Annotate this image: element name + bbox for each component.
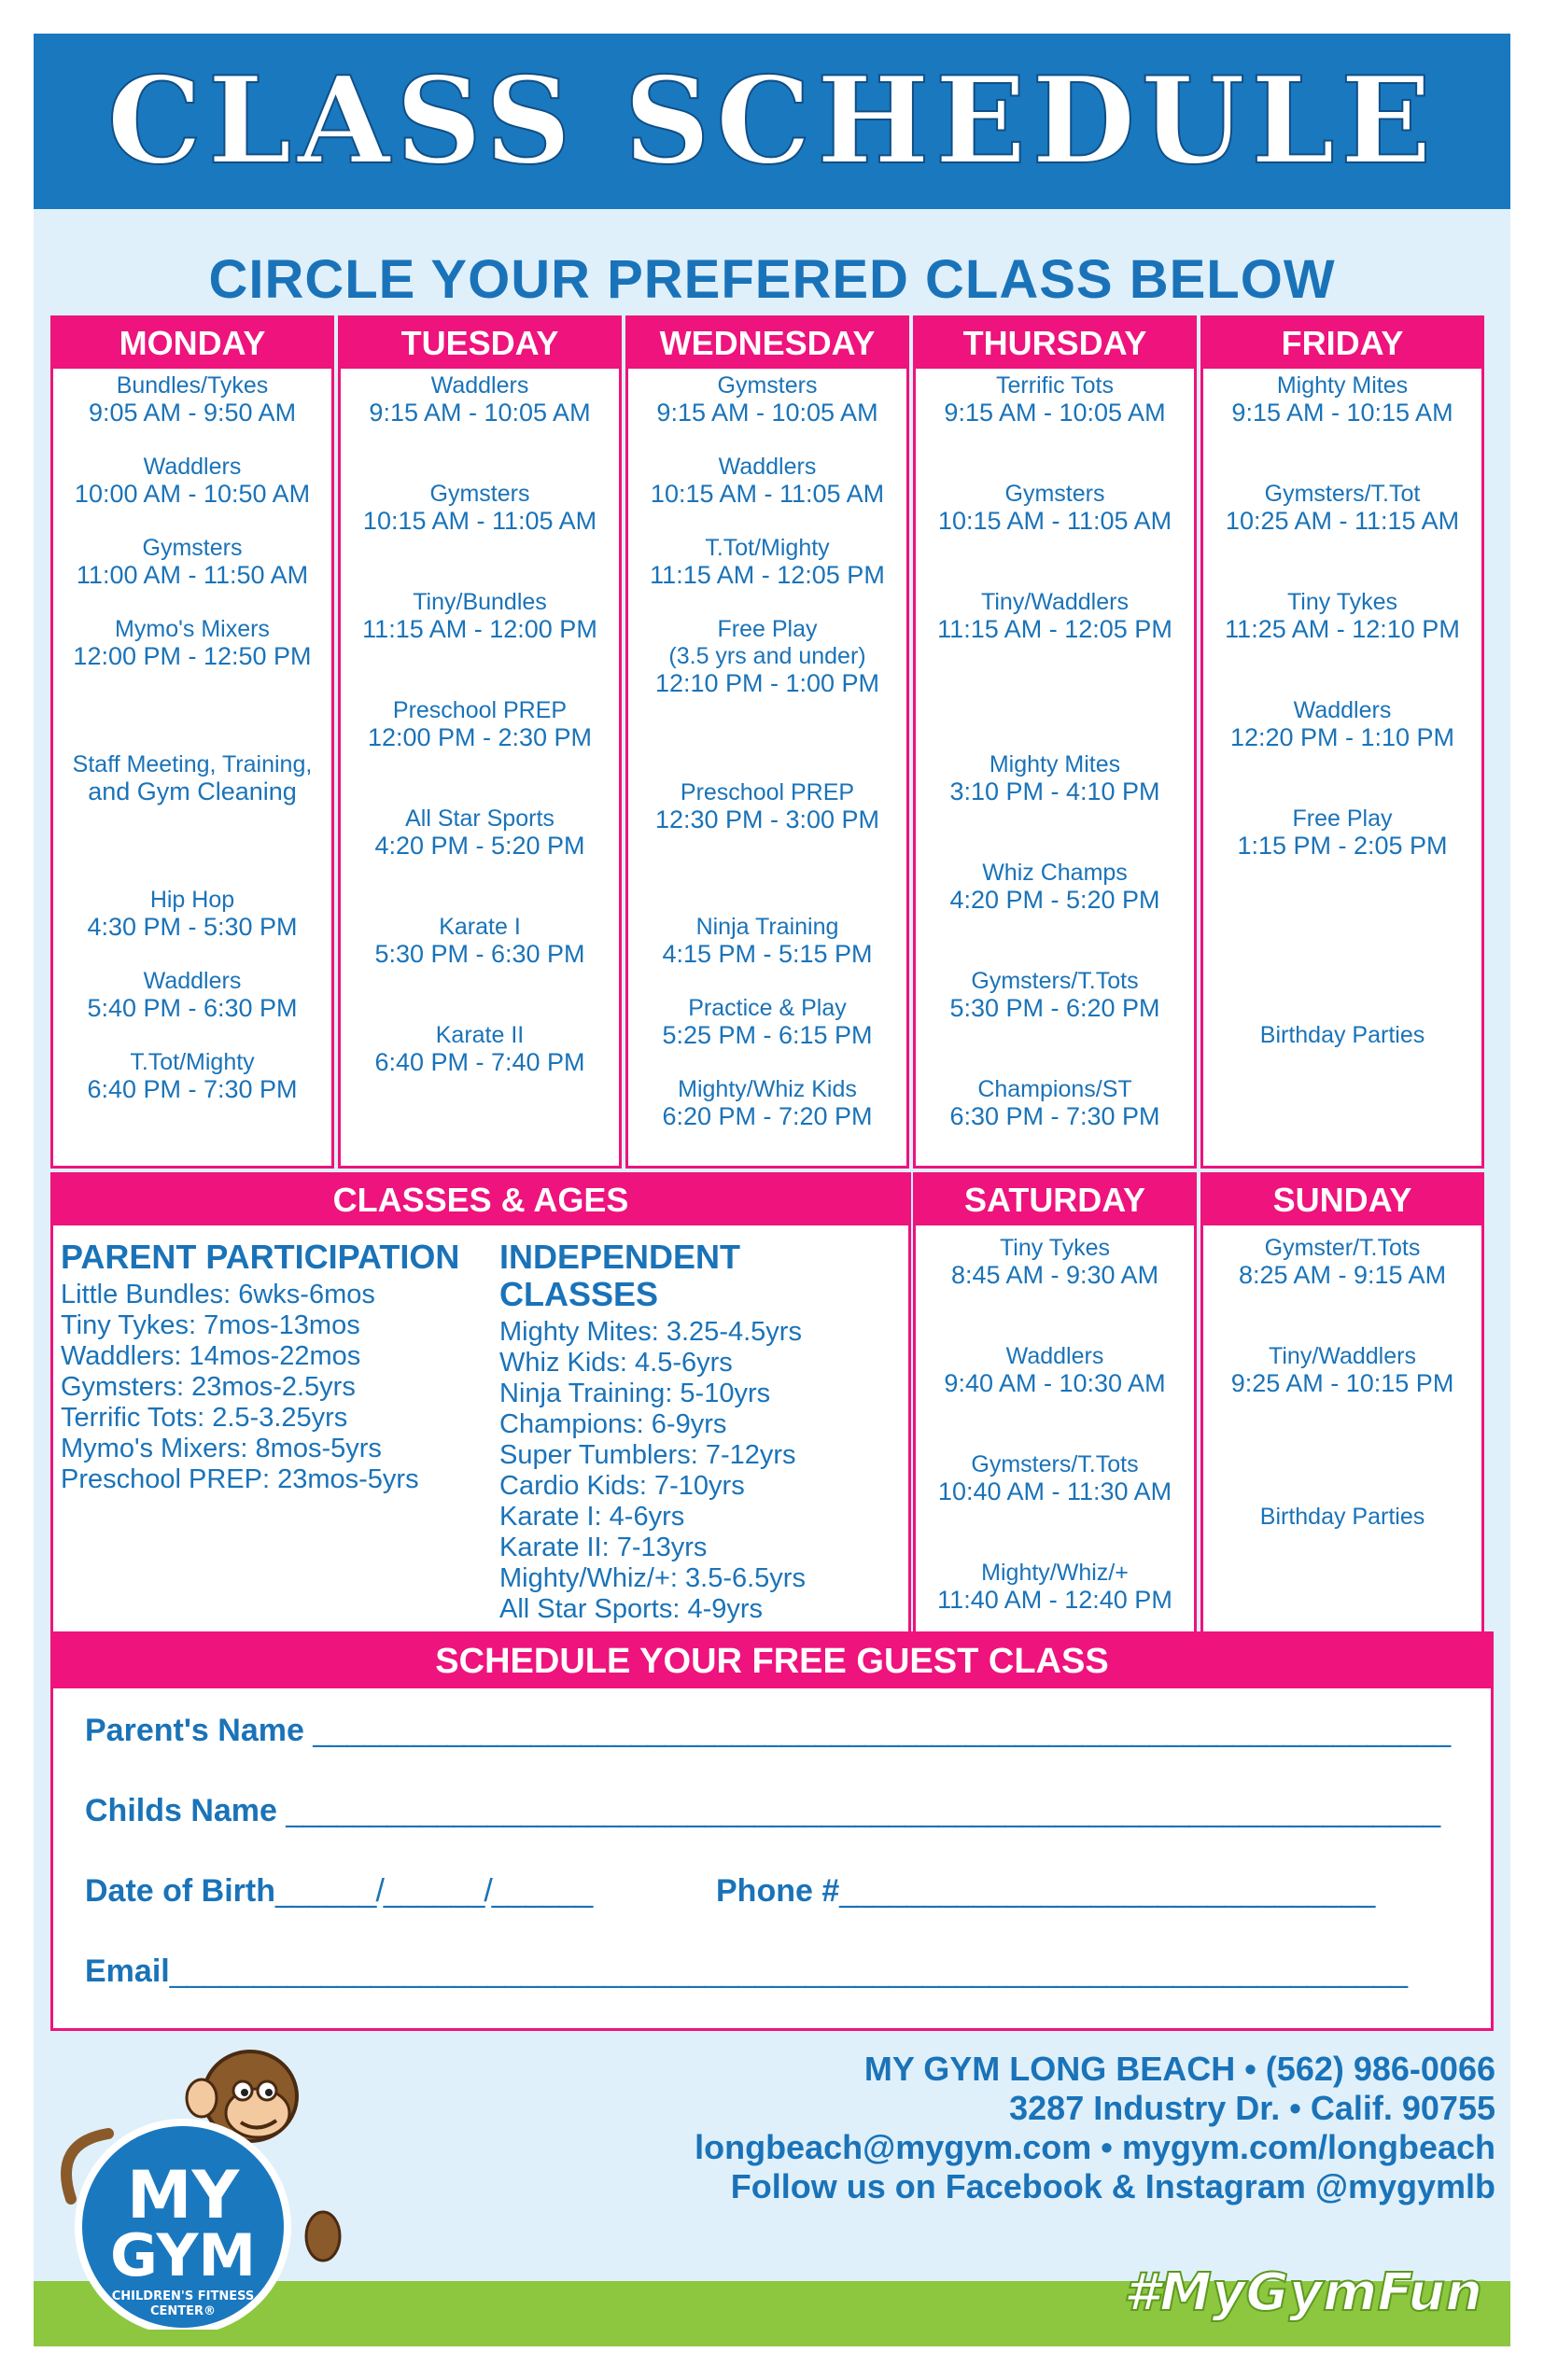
- list-item: Champions: 6-9yrs: [499, 1409, 727, 1439]
- list-item[interactable]: [916, 968, 1194, 1022]
- contact-line-social: Follow us on Facebook & Instagram @mygymlb: [730, 2167, 1495, 2205]
- hashtag: #MyGymFun: [1123, 2262, 1482, 2323]
- contact-line-name-phone: MY GYM LONG BEACH • (562) 986-0066: [863, 2050, 1495, 2088]
- list-item: Tiny Tykes: 7mos-13mos: [61, 1310, 360, 1340]
- list-item: Little Bundles: 6wks-6mos: [61, 1280, 375, 1309]
- class-time: 11:40 AM - 12:40 PM: [937, 1586, 1172, 1614]
- class-time: 12:00 PM - 2:30 PM: [367, 723, 593, 751]
- list-item[interactable]: [1203, 1343, 1481, 1397]
- class-time: and Gym Cleaning: [88, 777, 297, 805]
- list-item[interactable]: [53, 535, 331, 589]
- class-name: Gymsters/T.Tots: [971, 968, 1139, 994]
- list-item[interactable]: [53, 616, 331, 670]
- list-item[interactable]: [53, 372, 331, 427]
- list-item: Karate II: 7-13yrs: [499, 1533, 708, 1562]
- classes-ages-panel: [50, 1172, 911, 1637]
- class-name: Mighty/Whiz/+: [981, 1560, 1129, 1586]
- email-field[interactable]: [85, 1953, 1407, 1990]
- email-blank[interactable]: __________________________________________________________________________: [169, 1953, 1407, 1989]
- child-name-label: Childs Name: [85, 1793, 277, 1828]
- class-name: Mymo's Mixers: [115, 616, 270, 642]
- child-name-field[interactable]: [85, 1793, 1439, 1829]
- list-item[interactable]: [1203, 1235, 1481, 1289]
- class-name: Waddlers: [1293, 697, 1392, 723]
- class-time: 11:25 AM - 12:10 PM: [1225, 615, 1460, 643]
- logo-tagline-1: CHILDREN'S FITNESS: [111, 2289, 255, 2303]
- class-name: Tiny/Waddlers: [981, 589, 1129, 615]
- class-name: Gymsters/T.Tots: [971, 1451, 1139, 1477]
- logo-tagline-2: CENTER®: [149, 2304, 217, 2318]
- class-name: Gymsters: [717, 372, 818, 399]
- email-label: Email: [85, 1953, 170, 1989]
- monday-header: MONDAY: [53, 318, 331, 369]
- class-name: Preschool PREP: [392, 697, 568, 723]
- list-item[interactable]: [341, 914, 619, 968]
- list-item[interactable]: [53, 1049, 331, 1103]
- list-item[interactable]: [341, 697, 619, 751]
- class-name: Terrific Tots: [996, 372, 1114, 399]
- class-note: (3.5 yrs and under): [668, 643, 866, 669]
- logo-text-gym: GYM: [109, 2221, 257, 2289]
- class-name: Mighty Mites: [989, 751, 1121, 777]
- class-name: Karate II: [435, 1022, 525, 1048]
- contact-block: [695, 2050, 1495, 2206]
- class-time: 9:15 AM - 10:15 AM: [1231, 399, 1453, 427]
- class-time: 10:40 AM - 11:30 AM: [937, 1477, 1172, 1505]
- class-time: 12:20 PM - 1:10 PM: [1229, 723, 1455, 751]
- classes-ages-header: CLASSES & AGES: [53, 1175, 908, 1225]
- list-item[interactable]: [916, 1343, 1194, 1397]
- list-item: Super Tumblers: 7-12yrs: [499, 1440, 796, 1470]
- class-time: 12:00 PM - 12:50 PM: [73, 642, 312, 670]
- class-time: 9:40 AM - 10:30 AM: [944, 1369, 1166, 1397]
- class-name: Waddlers: [1005, 1343, 1104, 1369]
- wednesday-column: [625, 315, 909, 1169]
- class-time: 12:30 PM - 3:00 PM: [654, 805, 880, 833]
- logo-text-my: MY: [126, 2157, 240, 2233]
- class-name: Champions/ST: [977, 1076, 1132, 1102]
- class-name: Birthday Parties: [1259, 1504, 1425, 1530]
- list-item[interactable]: [916, 1451, 1194, 1505]
- list-item: [53, 751, 331, 805]
- class-name: Tiny Tykes: [1286, 589, 1398, 615]
- class-time: 5:30 PM - 6:30 PM: [374, 940, 585, 968]
- list-item[interactable]: [916, 481, 1194, 535]
- independent-classes-list: [499, 1239, 908, 1625]
- list-item[interactable]: [628, 454, 906, 508]
- class-time: 9:25 AM - 10:15 PM: [1230, 1369, 1454, 1397]
- list-item[interactable]: [628, 1076, 906, 1130]
- class-time: 5:30 PM - 6:20 PM: [949, 994, 1160, 1022]
- thursday-header: THURSDAY: [916, 318, 1194, 369]
- list-item: Waddlers: 14mos-22mos: [61, 1341, 361, 1371]
- list-item: Whiz Kids: 4.5-6yrs: [499, 1348, 733, 1378]
- parent-name-label: Parent's Name: [85, 1713, 304, 1748]
- flyer-page: [34, 34, 1510, 2346]
- independent-classes-heading: INDEPENDENT CLASSES: [499, 1238, 741, 1313]
- list-item: All Star Sports: 4-9yrs: [499, 1594, 764, 1624]
- friday-column: [1200, 315, 1484, 1169]
- parent-participation-list: [61, 1239, 459, 1495]
- list-item[interactable]: [916, 751, 1194, 805]
- list-item: Mighty Mites: 3.25-4.5yrs: [499, 1317, 802, 1347]
- list-item: Preschool PREP: 23mos-5yrs: [61, 1464, 419, 1494]
- class-name: Gymsters: [142, 535, 243, 561]
- class-name: T.Tot/Mighty: [130, 1049, 255, 1075]
- class-name: Karate I: [439, 914, 521, 940]
- class-time: 10:00 AM - 10:50 AM: [74, 480, 311, 508]
- class-time: 6:30 PM - 7:30 PM: [949, 1102, 1160, 1130]
- list-item[interactable]: [53, 454, 331, 508]
- class-time: 10:15 AM - 11:05 AM: [362, 507, 597, 535]
- class-time: 4:15 PM - 5:15 PM: [662, 940, 873, 968]
- list-item[interactable]: [341, 805, 619, 860]
- parent-participation-heading: PARENT PARTICIPATION: [61, 1238, 460, 1276]
- list-item[interactable]: [1203, 1022, 1481, 1049]
- class-name: Gymsters: [1004, 481, 1105, 507]
- guest-class-form: [50, 1631, 1494, 2031]
- parent-name-field[interactable]: [85, 1713, 1450, 1749]
- class-time: 10:15 AM - 11:05 AM: [937, 507, 1172, 535]
- class-name: Mighty Mites: [1276, 372, 1409, 399]
- contact-line-address: 3287 Industry Dr. • Calif. 90755: [1009, 2089, 1495, 2127]
- phone-blank[interactable]: ________________________________: [839, 1873, 1375, 1909]
- phone-label: Phone #: [716, 1873, 840, 1909]
- list-item[interactable]: [341, 481, 619, 535]
- class-name: Hip Hop: [149, 887, 235, 913]
- wednesday-header: WEDNESDAY: [628, 318, 906, 369]
- list-item[interactable]: [916, 372, 1194, 427]
- list-item[interactable]: [628, 372, 906, 427]
- list-item[interactable]: [916, 860, 1194, 914]
- class-name: All Star Sports: [405, 805, 554, 832]
- class-time: 8:25 AM - 9:15 AM: [1238, 1261, 1447, 1289]
- class-name: Free Play: [717, 616, 818, 642]
- list-item: Terrific Tots: 2.5-3.25yrs: [61, 1403, 348, 1433]
- class-name: Mighty/Whiz Kids: [678, 1076, 857, 1102]
- class-time: 4:20 PM - 5:20 PM: [949, 886, 1160, 914]
- class-name: Waddlers: [143, 454, 242, 480]
- phone-field[interactable]: [716, 1873, 1374, 1910]
- list-item[interactable]: [53, 887, 331, 941]
- class-name: Birthday Parties: [1259, 1022, 1425, 1048]
- tuesday-header: TUESDAY: [341, 318, 619, 369]
- dob-label: Date of Birth: [85, 1873, 275, 1909]
- list-item: Karate I: 4-6yrs: [499, 1502, 685, 1532]
- class-time: 11:15 AM - 12:05 PM: [650, 561, 885, 589]
- list-item[interactable]: [916, 1235, 1194, 1289]
- class-name: Tiny/Waddlers: [1269, 1343, 1416, 1369]
- class-name: Waddlers: [430, 372, 529, 399]
- class-name: Gymsters: [429, 481, 530, 507]
- class-time: 11:15 AM - 12:00 PM: [362, 615, 597, 643]
- list-item[interactable]: [1203, 805, 1481, 860]
- thursday-column: [913, 315, 1197, 1169]
- class-name: Preschool PREP: [680, 779, 855, 805]
- class-time: 9:05 AM - 9:50 AM: [88, 399, 297, 427]
- dob-field[interactable]: [85, 1873, 592, 1910]
- class-name: Waddlers: [718, 454, 817, 480]
- contact-line-web[interactable]: longbeach@mygym.com • mygym.com/longbeach: [695, 2128, 1495, 2166]
- class-time: 6:40 PM - 7:30 PM: [87, 1075, 298, 1103]
- list-item[interactable]: [53, 968, 331, 1022]
- list-item[interactable]: [628, 535, 906, 589]
- class-name: T.Tot/Mighty: [705, 535, 830, 561]
- class-name: Waddlers: [143, 968, 242, 994]
- header-banner: [34, 34, 1510, 209]
- class-name: Tiny/Bundles: [413, 589, 547, 615]
- class-time: 10:15 AM - 11:05 AM: [650, 480, 885, 508]
- class-name: Gymsters/T.Tot: [1264, 481, 1421, 507]
- parent-name-blank[interactable]: ____________________________________________________________________: [313, 1713, 1451, 1748]
- class-time: 9:15 AM - 10:05 AM: [944, 399, 1166, 427]
- class-name: Tiny Tykes: [999, 1235, 1111, 1261]
- dob-blank[interactable]: ______/______/______: [275, 1873, 593, 1909]
- my-gym-logo: [43, 2040, 351, 2330]
- class-time: 11:15 AM - 12:05 PM: [937, 615, 1172, 643]
- class-time: 12:10 PM - 1:00 PM: [654, 669, 880, 697]
- list-item: Mymo's Mixers: 8mos-5yrs: [61, 1434, 382, 1463]
- class-time: 1:15 PM - 2:05 PM: [1237, 832, 1448, 860]
- class-name: Ninja Training: [695, 914, 839, 940]
- list-item[interactable]: [1203, 589, 1481, 643]
- class-time: 3:10 PM - 4:10 PM: [949, 777, 1160, 805]
- class-time: 4:20 PM - 5:20 PM: [374, 832, 585, 860]
- class-name: Free Play: [1292, 805, 1393, 832]
- list-item: Cardio Kids: 7-10yrs: [499, 1471, 745, 1501]
- guest-class-header: SCHEDULE YOUR FREE GUEST CLASS: [53, 1634, 1491, 1688]
- class-time: 10:25 AM - 11:15 AM: [1225, 507, 1460, 535]
- list-item: Ninja Training: 5-10yrs: [499, 1379, 771, 1408]
- class-name: Practice & Play: [688, 995, 847, 1021]
- class-time: 4:30 PM - 5:30 PM: [87, 913, 298, 941]
- subtitle: CIRCLE YOUR PREFERED CLASS BELOW: [208, 249, 1336, 310]
- saturday-header: SATURDAY: [916, 1175, 1194, 1225]
- list-item[interactable]: [628, 616, 906, 697]
- child-name-blank[interactable]: _____________________________________________________________________: [286, 1793, 1440, 1828]
- list-item[interactable]: [1203, 1504, 1481, 1531]
- class-time: 8:45 AM - 9:30 AM: [950, 1261, 1159, 1289]
- sunday-column: [1200, 1172, 1484, 1635]
- class-name: Bundles/Tykes: [116, 372, 269, 399]
- list-item: Gymsters: 23mos-2.5yrs: [61, 1372, 356, 1402]
- friday-header: FRIDAY: [1203, 318, 1481, 369]
- list-item[interactable]: [1203, 372, 1481, 427]
- tuesday-column: [338, 315, 622, 1169]
- list-item[interactable]: [1203, 697, 1481, 751]
- class-time: 9:15 AM - 10:05 AM: [369, 399, 591, 427]
- list-item[interactable]: [628, 914, 906, 968]
- list-item[interactable]: [916, 589, 1194, 643]
- list-item[interactable]: [628, 995, 906, 1049]
- list-item[interactable]: [916, 1076, 1194, 1130]
- class-time: 6:20 PM - 7:20 PM: [662, 1102, 873, 1130]
- class-time: 5:25 PM - 6:15 PM: [662, 1021, 873, 1049]
- class-name: Gymster/T.Tots: [1264, 1235, 1421, 1261]
- class-time: 6:40 PM - 7:40 PM: [374, 1048, 585, 1076]
- list-item[interactable]: [341, 372, 619, 427]
- class-time: 11:00 AM - 11:50 AM: [76, 561, 309, 589]
- sunday-header: SUNDAY: [1203, 1175, 1481, 1225]
- class-name: Whiz Champs: [982, 860, 1128, 886]
- page-title: CLASS SCHEDULE: [106, 51, 1438, 191]
- list-item[interactable]: [628, 779, 906, 833]
- list-item: Mighty/Whiz/+: 3.5-6.5yrs: [499, 1563, 806, 1593]
- saturday-column: [913, 1172, 1197, 1635]
- class-name: Staff Meeting, Training,: [72, 751, 313, 777]
- list-item[interactable]: [916, 1560, 1194, 1614]
- class-time: 5:40 PM - 6:30 PM: [87, 994, 298, 1022]
- class-time: 9:15 AM - 10:05 AM: [656, 399, 878, 427]
- list-item[interactable]: [341, 1022, 619, 1076]
- monday-column: [50, 315, 334, 1169]
- list-item[interactable]: [1203, 481, 1481, 535]
- list-item[interactable]: [341, 589, 619, 643]
